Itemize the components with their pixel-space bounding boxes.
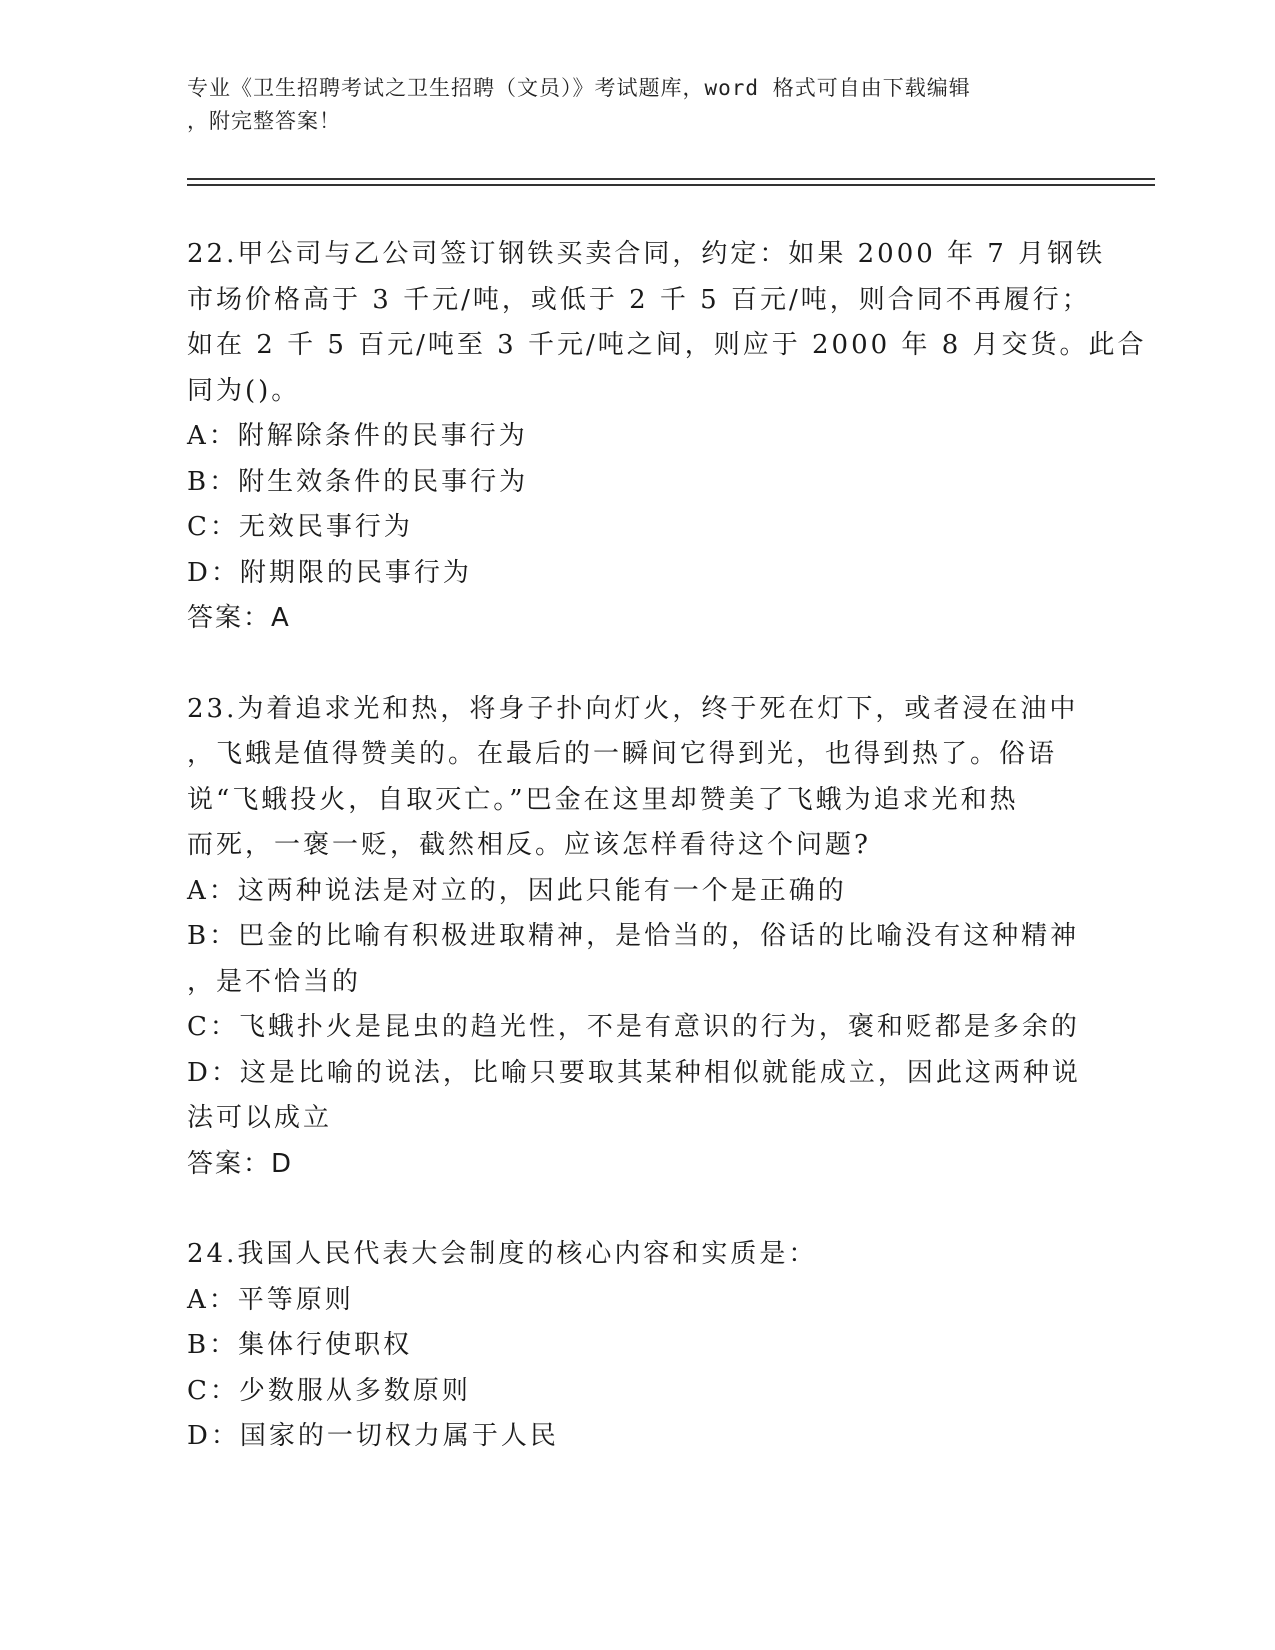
question-stem-line: 市场价格高于 3 千元/吨，或低于 2 千 5 百元/吨，则合同不再履行；: [187, 284, 1091, 315]
header-divider-bottom: [187, 184, 1155, 186]
question-stem-line: 24.我国人民代表大会制度的核心内容和实质是：: [187, 1239, 818, 1269]
document-header: [187, 72, 1067, 138]
option-b: B：集体行使职权: [187, 1330, 413, 1360]
question-23: [187, 687, 1087, 1188]
question-stem-line: ，飞蛾是值得赞美的。在最后的一瞬间它得到光，也得到热了。俗语: [187, 739, 1058, 769]
option-a: A：这两种说法是对立的，因此只能有一个是正确的: [187, 875, 847, 906]
option-a: A：附解除条件的民事行为: [187, 421, 528, 451]
question-stem-line: 23.为着追求光和热，将身子扑向灯火，终于死在灯下，或者浸在油中: [187, 693, 1079, 724]
question-stem-line: 如在 2 千 5 百元/吨至 3 千元/吨之间，则应于 2000 年 8 月交货。此合: [187, 330, 1147, 360]
answer-label: 答案：A: [187, 603, 291, 633]
header-line: ，附完整答案！: [187, 109, 341, 133]
answer-label: 答案：D: [187, 1148, 294, 1179]
header-line: 专业《卫生招聘考试之卫生招聘（文员）》考试题库，word 格式可自由下载编辑: [187, 76, 971, 100]
option-b: B：巴金的比喻有积极进取精神，是恰当的，俗话的比喻没有这种精神: [187, 921, 1080, 951]
question-22: [187, 232, 1147, 642]
option-d: D：这是比喻的说法，比喻只要取其某种相似就能成立，因此这两种说: [187, 1057, 1081, 1088]
question-24: [187, 1232, 1087, 1460]
option-c: C：飞蛾扑火是昆虫的趋光性，不是有意识的行为，褒和贬都是多余的: [187, 1012, 1080, 1042]
header-divider-top: [187, 178, 1155, 180]
option-b-continued: ，是不恰当的: [187, 966, 362, 997]
option-c: C：少数服从多数原则: [187, 1375, 471, 1406]
question-stem-line: 22.甲公司与乙公司签订钢铁买卖合同，约定：如果 2000 年 7 月钢铁: [187, 239, 1106, 269]
question-list: [187, 232, 1147, 1505]
option-d-continued: 法可以成立: [187, 1103, 333, 1133]
question-stem-line: 同为()。: [187, 375, 301, 406]
option-b: B：附生效条件的民事行为: [187, 466, 529, 497]
option-d: D：附期限的民事行为: [187, 557, 472, 588]
option-d: D：国家的一切权力属于人民: [187, 1421, 559, 1451]
option-a: A：平等原则: [187, 1284, 354, 1315]
option-c: C：无效民事行为: [187, 512, 413, 542]
question-stem-line: 而死，一褒一贬，截然相反。应该怎样看待这个问题?: [187, 830, 871, 860]
question-stem-line: 说“飞蛾投火，自取灭亡。”巴金在这里却赞美了飞蛾为追求光和热: [187, 784, 1019, 815]
